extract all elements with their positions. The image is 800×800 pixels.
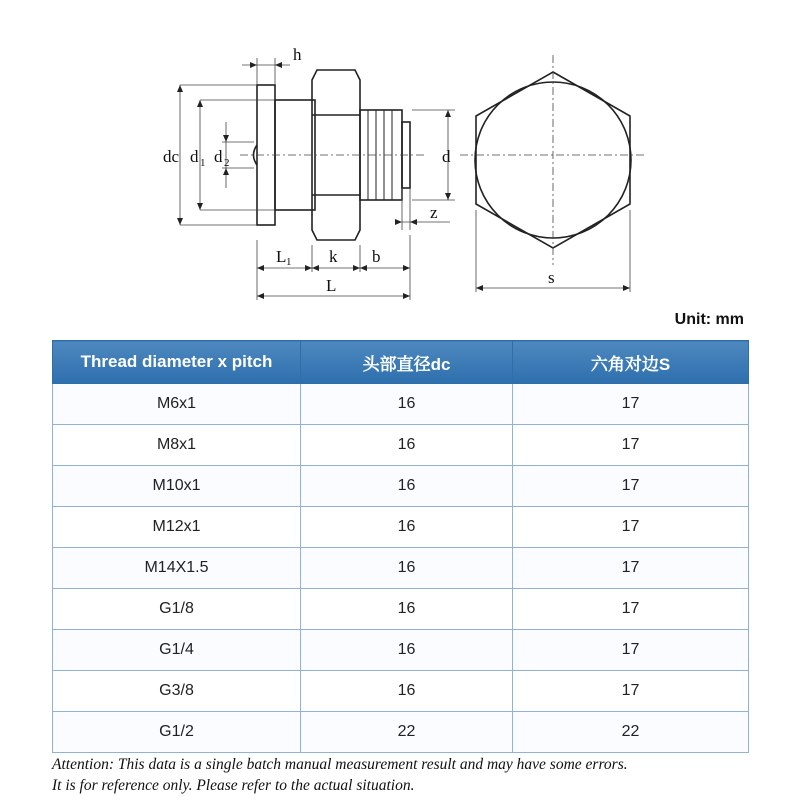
header-hex-across-flats: 六角对边S [513, 341, 749, 384]
cell-dc: 22 [301, 712, 513, 753]
label-s: s [548, 268, 555, 287]
cell-dc: 16 [301, 630, 513, 671]
cell-s: 22 [513, 712, 749, 753]
table-row [53, 671, 749, 712]
table-header-row [53, 341, 749, 384]
cell-thread: M6x1 [53, 384, 301, 425]
label-k: k [329, 247, 338, 266]
label-d2-sub: 2 [224, 157, 230, 169]
cell-thread: G3/8 [53, 671, 301, 712]
cell-dc: 16 [301, 425, 513, 466]
cell-dc: 16 [301, 548, 513, 589]
cell-s: 17 [513, 589, 749, 630]
header-head-diameter: 头部直径dc [301, 341, 513, 384]
cell-s: 17 [513, 466, 749, 507]
label-d: d [442, 147, 451, 166]
table-row [53, 507, 749, 548]
table-row [53, 712, 749, 753]
cell-dc: 16 [301, 507, 513, 548]
table-row [53, 548, 749, 589]
attention-note [52, 754, 782, 796]
cell-dc: 16 [301, 671, 513, 712]
cell-dc: 16 [301, 384, 513, 425]
label-d1: d [190, 147, 199, 166]
spec-table [52, 340, 749, 753]
label-d2: d [214, 147, 223, 166]
cell-thread: M10x1 [53, 466, 301, 507]
cell-dc: 16 [301, 466, 513, 507]
label-L: L [326, 276, 337, 295]
header-thread: Thread diameter x pitch [53, 341, 301, 384]
cell-thread: M12x1 [53, 507, 301, 548]
label-dc: dc [163, 147, 180, 166]
attention-line-2: It is for reference only. Please refer to the actual situation. [52, 777, 415, 794]
cell-dc: 16 [301, 589, 513, 630]
label-d1-sub: 1 [200, 157, 206, 169]
table-row [53, 466, 749, 507]
cell-s: 17 [513, 425, 749, 466]
unit-label: Unit: mm [674, 311, 744, 328]
technical-drawing [150, 30, 650, 310]
label-b: b [372, 247, 381, 266]
attention-line-1: Attention: This data is a single batch manual measurement result and may have some errors. [52, 756, 628, 773]
label-z: z [430, 203, 438, 222]
table-row [53, 425, 749, 466]
table-row [53, 630, 749, 671]
cell-thread: M8x1 [53, 425, 301, 466]
cell-thread: G1/2 [53, 712, 301, 753]
cell-thread: M14X1.5 [53, 548, 301, 589]
label-L1: L [276, 247, 287, 266]
table-row [53, 384, 749, 425]
cell-s: 17 [513, 384, 749, 425]
cell-s: 17 [513, 548, 749, 589]
cell-s: 17 [513, 507, 749, 548]
cell-s: 17 [513, 630, 749, 671]
table-row [53, 589, 749, 630]
cell-s: 17 [513, 671, 749, 712]
label-h: h [293, 45, 302, 64]
label-L1-sub: 1 [286, 256, 292, 268]
cell-thread: G1/4 [53, 630, 301, 671]
cell-thread: G1/8 [53, 589, 301, 630]
